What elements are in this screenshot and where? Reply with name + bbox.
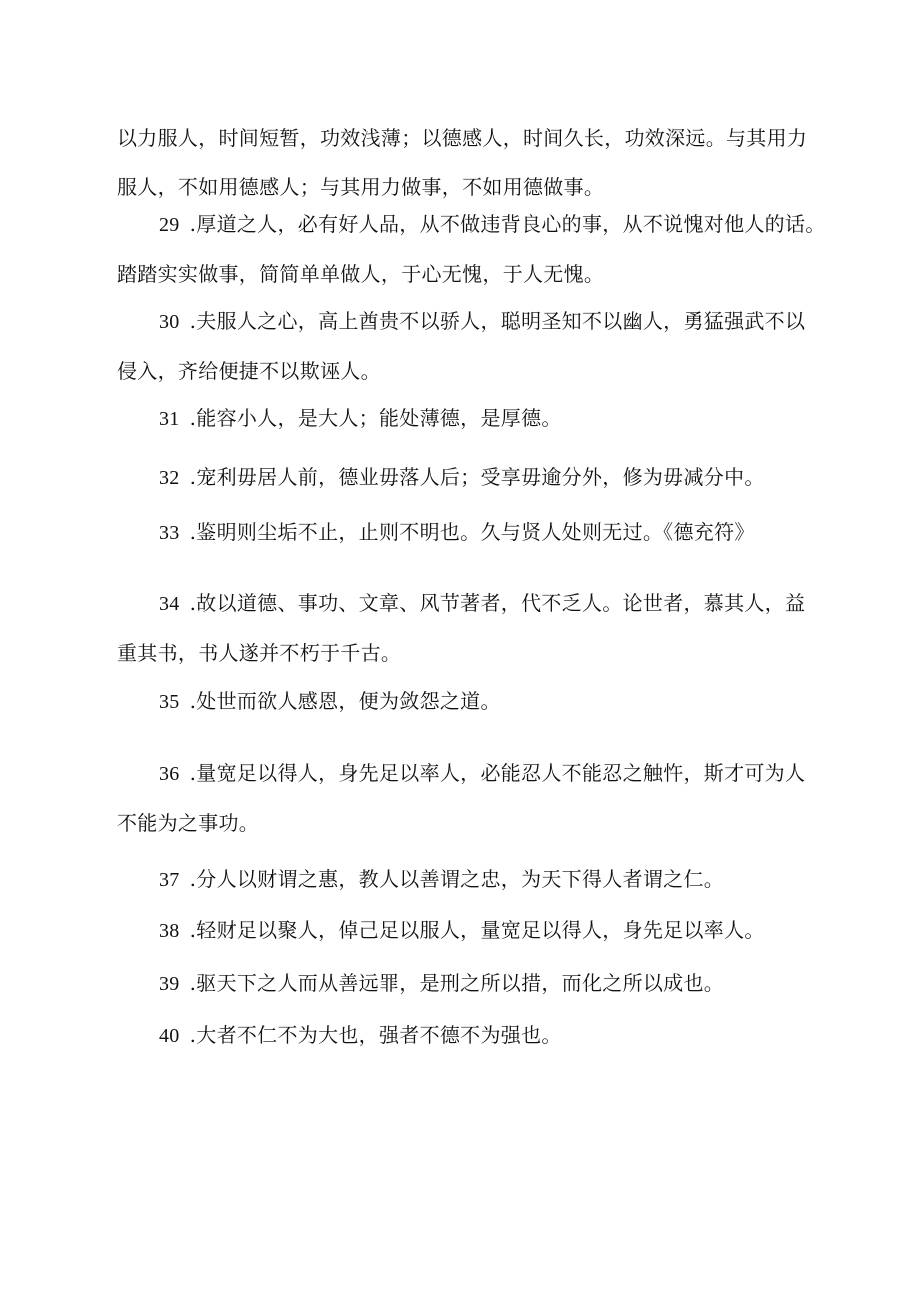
paragraph-number: 36 — [159, 763, 180, 785]
paragraph — [117, 453, 807, 503]
paragraph-line: .厚道之人，必有好人品，从不做违背良心的事，从不说愧对他人的话。 — [189, 212, 826, 236]
paragraph-number: 31 — [159, 408, 180, 430]
paragraph — [117, 677, 807, 727]
paragraph — [117, 114, 807, 212]
paragraph-number: 32 — [159, 467, 180, 489]
paragraph-line: .量宽足以得人，身先足以率人，必能忍人不能忍之触忤，斯才可为人 — [189, 761, 806, 785]
paragraph-line: 服人，不如用德感人；与其用力做事，不如用德做事。 — [117, 175, 605, 199]
paragraph-line: .故以道德、事功、文章、风节著者，代不乏人。论世者，慕其人，益 — [189, 591, 806, 615]
paragraph — [117, 906, 807, 956]
paragraph-line: .鉴明则尘垢不止，止则不明也。久与贤人处则无过。《德充符》 — [189, 520, 755, 544]
paragraph-line: .夫服人之心，高上酋贵不以骄人，聪明圣知不以幽人，勇猛强武不以 — [189, 309, 806, 333]
paragraph-line: 踏踏实实做事，简简单单做人，于心无愧，于人无愧。 — [117, 262, 605, 286]
paragraph-line: .轻财足以聚人，倬己足以服人，量宽足以得人，身先足以率人。 — [189, 918, 765, 942]
paragraph-number: 39 — [159, 973, 180, 995]
paragraph — [117, 579, 807, 678]
paragraph-number: 35 — [159, 691, 180, 713]
paragraph-line: .宠利毋居人前，德业毋落人后；受享毋逾分外，修为毋减分中。 — [189, 465, 765, 489]
paragraph-number: 34 — [159, 593, 180, 615]
paragraph — [117, 1011, 807, 1061]
paragraph-number: 30 — [159, 311, 180, 333]
paragraph — [117, 508, 807, 558]
paragraph-number: 40 — [159, 1025, 180, 1047]
paragraph-line: .处世而欲人感恩，便为敛怨之道。 — [189, 689, 501, 713]
paragraph — [117, 200, 826, 299]
paragraph — [117, 297, 807, 396]
paragraph-number: 33 — [159, 522, 180, 544]
paragraph — [117, 959, 807, 1009]
paragraph-line: 以力服人，时间短暂，功效浅薄；以德感人，时间久长，功效深远。与其用力 — [117, 126, 808, 150]
paragraph-line: 侵入，齐给便捷不以欺诬人。 — [117, 359, 381, 383]
paragraph — [117, 855, 807, 905]
paragraph-number: 37 — [159, 869, 180, 891]
paragraph-line: 不能为之事功。 — [117, 811, 260, 835]
paragraph-line: .能容小人，是大人；能处薄德，是厚德。 — [189, 406, 562, 430]
paragraph-line: .分人以财谓之惠，教人以善谓之忠，为天下得人者谓之仁。 — [189, 867, 725, 891]
paragraph-line: .大者不仁不为大也，强者不德不为强也。 — [189, 1023, 562, 1047]
paragraph-number: 38 — [159, 920, 180, 942]
paragraph — [117, 749, 807, 848]
paragraph — [117, 394, 807, 444]
paragraph-line: .驱天下之人而从善远罪，是刑之所以措，而化之所以成也。 — [189, 971, 725, 995]
paragraph-number: 29 — [159, 214, 180, 236]
paragraph-line: 重其书，书人遂并不朽于千古。 — [117, 641, 402, 665]
